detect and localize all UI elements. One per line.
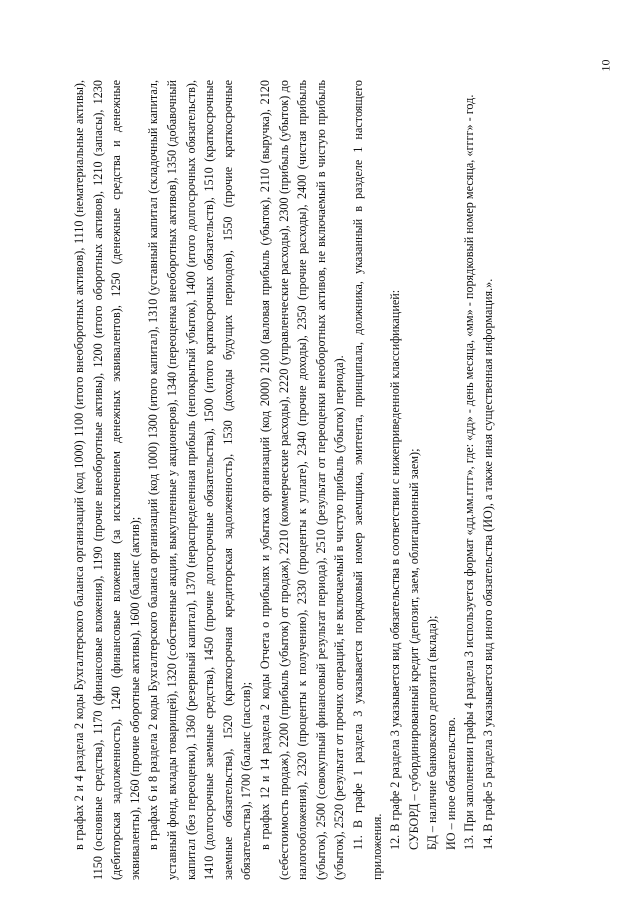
paragraph-balance-assets: в графах 2 и 4 раздела 2 коды Бухгалтерского баланса организаций (код 1000) 1100 (итого внеоборотных активов), 1110 (нематериальные активы), 1150 (основные средства), 1170 (финансовые вложения), 1190 (прочие внеоборотные активы), 1200 (итого оборотных активов), 1210 (запасы), 1230 (дебиторская задолженность), 1240 (финансовые вложения (за исключением денежных эквивалентов), 1250 (денежные средства и денежные эквиваленты), 1260 (прочие оборотные активы), 1600 (баланс (актив); xyxy=(72,80,142,880)
paragraph-item-14: 14. В графе 5 раздела 3 указывается вид иного обязательства (ИО), а также иная существенная информация.». xyxy=(481,278,496,850)
document-body xyxy=(70,80,498,880)
paragraph-item-12: 12. В графе 2 раздела 3 указывается вид обязательства в соответствии с нижеприведенной классификацией: xyxy=(388,289,403,850)
classification-io: ИО – иное обязательство. xyxy=(443,717,458,850)
paragraph-profit-loss: в графах 12 и 14 раздела 2 коды Отчета о прибылях и убытках организаций (код 2000) 2100 (валовая прибыль (убыток), 2110 (выручка), 2120 (себестоимость продаж), 2200 (прибыль (убыток) от продаж), 2210 (коммерческие расходы), 2220 (управленческие расходы), 2300 (прибыль (убыток) до налогообложения), 2320 (проценты к получению), 2330 (проценты к уплате), 2340 (прочие доходы), 2350 (прочие расходы), 2400 (чистая прибыль (убыток), 2500 (совокупный финансовый результат периода), 2510 (результат от переоценки внеоборотных активов, не включаемый в чистую прибыль (убыток), 2520 (результат от прочих операций, не включаемый в чистую прибыль (убыток) периода). xyxy=(257,80,347,880)
page-number: 10 xyxy=(598,59,613,72)
rotated-content xyxy=(70,80,550,880)
classification-bd: БД – наличие банковского депозита (вклада); xyxy=(425,615,440,850)
paragraph-balance-liabilities: в графах 6 и 8 раздела 2 коды Бухгалтерского баланса организаций (код 1000) 1300 (итого капитал), 1310 (уставный капитал (складочный капитал, уставный фонд, вклады товарищей), 1320 (собственные акции, выкупленные у акционеров), 1340 (переоценка внеоборотных активов), 1350 (добавочный капитал (без переоценки), 1360 (резервный капитал), 1370 (нераспределенная прибыль (непокрытый убыток), 1400 (итого долгосрочных обязательств), 1410 (долгосрочные заемные средства), 1450 (прочие долгосрочные обязательства), 1500 (итого краткосрочных обязательств), 1510 (краткосрочные заемные обязательства), 1520 (краткосрочная кредиторская задолженность), 1530 (доходы будущих периодов), 1550 (прочие краткосрочные обязательства), 1700 (баланс (пассив); xyxy=(146,80,254,880)
paragraph-item-11: 11. В графе 1 раздела 3 указывается порядковый номер заемщика, эмитента, принципала, должника, указанный в разделе 1 настоящего приложения. xyxy=(350,80,384,880)
classification-subord: СУБОРД – субординированный кредит (депозит, заем, облигационный заем); xyxy=(406,448,421,850)
paragraph-item-13: 13. При заполнении графы 4 раздела 3 используется формат «дд.мм.гггг», где: «дд» - день месяца, «мм» - порядковый номер месяца, «гггг» - год. xyxy=(462,94,477,850)
